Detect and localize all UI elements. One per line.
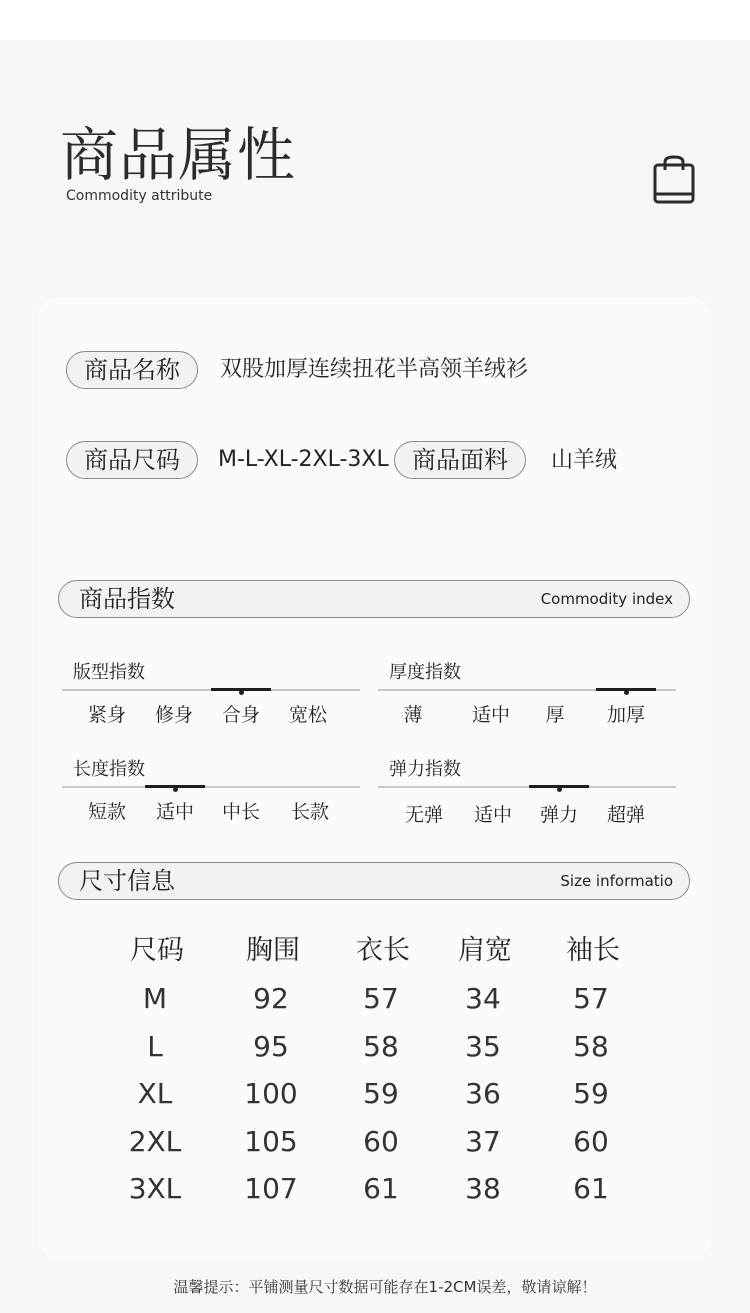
size-table-cell: 2XL: [128, 1124, 182, 1158]
size-table-header: 胸围: [246, 935, 300, 966]
size-table-cell: 60: [573, 1124, 609, 1158]
footnote: 温馨提示：平铺测量尺寸数据可能存在1-2CM误差，敬请谅解！: [173, 1278, 597, 1296]
size-info-bar: [58, 862, 690, 900]
size-table-cell: 38: [465, 1172, 501, 1205]
size-table-cell: 36: [465, 1077, 501, 1110]
index-group-title: 长度指数: [73, 759, 145, 780]
size-info-title: 尺寸信息: [79, 867, 175, 895]
size-table-cell: 3XL: [128, 1172, 182, 1205]
page-subtitle: Commodity attribute: [66, 188, 213, 204]
size-table-header: 尺码: [130, 935, 184, 966]
product-name-value: 双股加厚连续扭花半高领羊绒衫: [220, 357, 529, 382]
index-selected-dot: [557, 787, 562, 792]
size-table-cell: 58: [363, 1029, 399, 1063]
commodity-index-bar: [58, 580, 690, 618]
size-table-cell: 61: [573, 1172, 609, 1205]
index-option: 适中: [471, 704, 510, 726]
size-table-cell: M: [142, 982, 168, 1015]
size-table-cell: XL: [137, 1077, 173, 1110]
size-table-cell: 57: [573, 982, 609, 1015]
size-table-cell: 35: [465, 1029, 501, 1063]
size-table-cell: 92: [253, 982, 289, 1015]
size-table-cell: 61: [363, 1172, 399, 1205]
index-option: 紧身: [87, 704, 126, 726]
size-table-cell: 37: [465, 1124, 501, 1158]
size-table-cell: L: [147, 1029, 163, 1063]
product-fabric-label: 商品面料: [394, 441, 526, 479]
index-option: 厚: [545, 704, 565, 726]
index-option: 薄: [403, 704, 423, 726]
page-title: 商品属性: [60, 121, 297, 189]
index-group-title: 弹力指数: [389, 759, 461, 780]
index-scale-line: [62, 786, 360, 788]
index-selected-dot: [239, 690, 244, 695]
index-option: 无弹: [404, 804, 443, 826]
size-table-header: 肩宽: [458, 935, 512, 966]
index-option: 中长: [221, 801, 260, 823]
index-group-title: 厚度指数: [389, 662, 461, 683]
product-fabric-value: 山羊绒: [551, 448, 618, 473]
size-table-header: 衣长: [356, 935, 410, 966]
index-option: 超弹: [606, 804, 645, 826]
product-size-value: M-L-XL-2XL-3XL: [218, 447, 389, 472]
size-table-cell: 58: [573, 1029, 609, 1063]
size-table-cell: 60: [363, 1124, 399, 1158]
index-option: 弹力: [539, 804, 578, 826]
product-size-label: 商品尺码: [66, 441, 198, 479]
commodity-index-title: 商品指数: [79, 585, 175, 613]
size-table-cell: 59: [363, 1077, 399, 1110]
index-option: 修身: [154, 704, 193, 726]
size-table-cell: 105: [244, 1124, 298, 1158]
index-selected-dot: [173, 787, 178, 792]
index-option: 加厚: [606, 704, 645, 726]
shopping-bag-icon: [650, 154, 698, 206]
index-group-title: 版型指数: [73, 662, 145, 683]
size-table-cell: 57: [363, 982, 399, 1015]
size-info-subtitle: Size informatio: [560, 872, 673, 890]
size-table-header: 袖长: [566, 935, 620, 966]
index-scale-line: [378, 786, 676, 788]
size-table-cell: 59: [573, 1077, 609, 1110]
index-option: 短款: [87, 801, 126, 823]
top-band: [0, 0, 750, 40]
index-selected-dot: [624, 690, 629, 695]
size-table-cell: 100: [244, 1077, 298, 1110]
product-name-label: 商品名称: [66, 351, 198, 389]
size-table-cell: 107: [244, 1172, 298, 1205]
size-table-cell: 95: [253, 1029, 289, 1063]
size-table-cell: 34: [465, 982, 501, 1015]
index-option: 合身: [221, 704, 260, 726]
index-option: 宽松: [288, 704, 327, 726]
index-option: 适中: [155, 801, 194, 823]
index-option: 长款: [290, 801, 329, 823]
commodity-index-subtitle: Commodity index: [540, 590, 673, 608]
index-option: 适中: [473, 804, 512, 826]
